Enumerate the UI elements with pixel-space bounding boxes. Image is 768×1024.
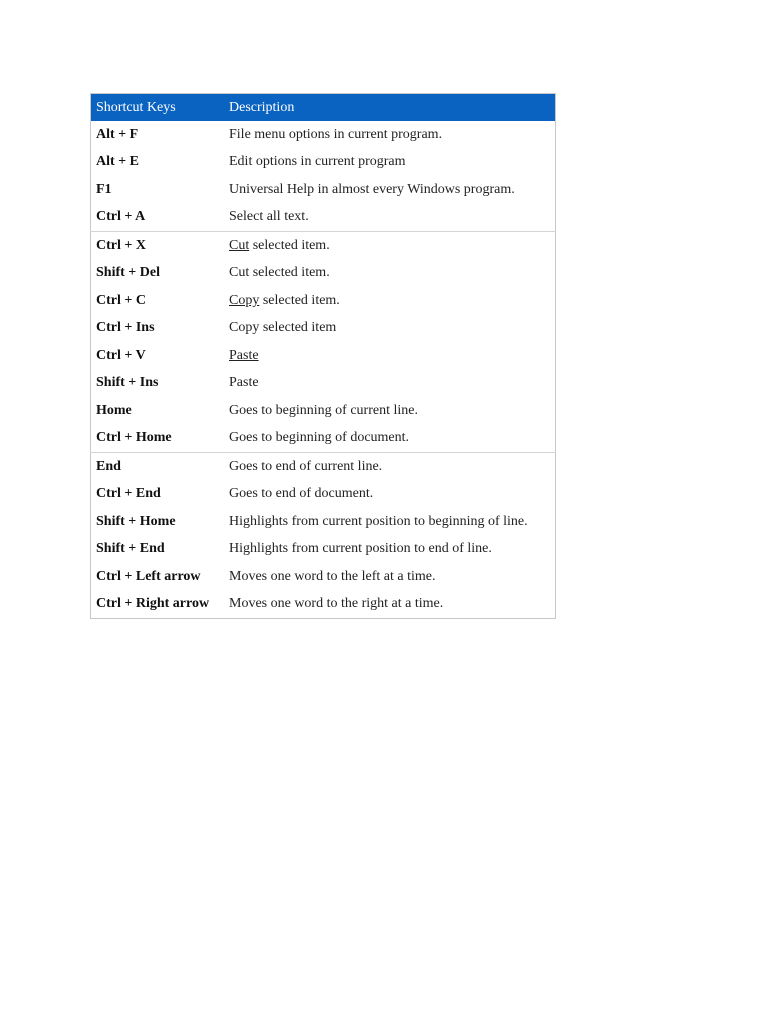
shortcut-key: Alt + E xyxy=(96,154,139,170)
table-row xyxy=(91,425,556,453)
shortcut-description xyxy=(224,287,556,315)
description-text: Paste xyxy=(229,375,259,391)
shortcut-description xyxy=(224,508,556,536)
shortcut-keys-table xyxy=(90,93,556,619)
shortcut-key: Ctrl + Home xyxy=(96,430,172,446)
table-row xyxy=(91,176,556,204)
shortcut-description xyxy=(224,204,556,232)
header-description: Description xyxy=(229,99,295,115)
shortcut-key: Ctrl + C xyxy=(96,292,146,308)
shortcut-key: Alt + F xyxy=(96,126,139,142)
table-row xyxy=(91,397,556,425)
table-row xyxy=(91,481,556,509)
table-row xyxy=(91,536,556,564)
shortcut-description xyxy=(224,232,556,260)
table-row xyxy=(91,370,556,398)
shortcut-description xyxy=(224,481,556,509)
shortcut-key: End xyxy=(91,453,225,481)
description-text: Goes to beginning of document. xyxy=(229,430,410,446)
table-row xyxy=(91,232,556,260)
shortcut-description xyxy=(224,342,556,370)
table-row xyxy=(91,149,556,177)
shortcut-description xyxy=(224,536,556,564)
shortcut-key: Shift + Del xyxy=(96,265,160,281)
description-text: Goes to end of document. xyxy=(229,486,374,502)
shortcut-description xyxy=(224,315,556,343)
shortcut-description xyxy=(224,149,556,177)
shortcut-description xyxy=(224,591,556,619)
shortcut-key: Shift + Ins xyxy=(96,375,159,391)
shortcut-key: Ctrl + X xyxy=(91,232,225,260)
shortcut-key: Ctrl + End xyxy=(96,486,161,502)
cut-link[interactable]: Cut xyxy=(229,237,250,253)
description-text: Moves one word to the left at a time. xyxy=(229,568,436,584)
description-text: Highlights from current position to end of line. xyxy=(229,541,492,557)
shortcut-description xyxy=(224,425,556,453)
shortcut-description xyxy=(224,453,556,481)
table-row xyxy=(91,508,556,536)
shortcut-key: Ctrl + A xyxy=(96,209,146,225)
description-text: selected item. xyxy=(249,237,330,253)
description-text: Copy selected item xyxy=(229,320,337,336)
paste-link[interactable]: Paste xyxy=(229,347,259,363)
description-text: Cut selected item. xyxy=(229,265,330,281)
copy-link[interactable]: Copy xyxy=(229,292,260,308)
shortcut-description xyxy=(224,563,556,591)
shortcut-key: Home xyxy=(96,402,132,418)
shortcut-description xyxy=(224,370,556,398)
shortcut-key: F1 xyxy=(96,181,112,197)
table-row xyxy=(91,563,556,591)
table-row xyxy=(91,342,556,370)
description-text: Moves one word to the right at a time. xyxy=(229,596,444,612)
table-row xyxy=(91,453,556,481)
table-row xyxy=(91,121,556,149)
description-text: File menu options in current program. xyxy=(229,126,443,142)
description-text: Goes to beginning of current line. xyxy=(229,402,418,418)
shortcut-key: Shift + Home xyxy=(96,513,176,529)
shortcut-description xyxy=(224,121,556,149)
shortcut-key: Ctrl + V xyxy=(96,347,146,363)
description-text: Select all text. xyxy=(229,209,309,225)
table-row xyxy=(91,204,556,232)
header-shortcut-keys: Shortcut Keys xyxy=(96,99,176,115)
table-row xyxy=(91,315,556,343)
shortcut-key: Ctrl + Left arrow xyxy=(96,568,201,584)
description-text: Edit options in current program xyxy=(229,154,406,170)
description-text: Universal Help in almost every Windows program. xyxy=(229,181,515,197)
table-row xyxy=(91,260,556,288)
shortcut-description xyxy=(224,176,556,204)
description-text: Highlights from current position to beginning of line. xyxy=(229,513,528,529)
table-body xyxy=(91,121,556,619)
shortcut-key: Ctrl + Ins xyxy=(96,320,155,336)
shortcut-key: Shift + End xyxy=(96,541,165,557)
table-row xyxy=(91,287,556,315)
shortcut-description xyxy=(224,260,556,288)
table-row xyxy=(91,591,556,619)
table-header xyxy=(91,94,556,122)
header-row xyxy=(91,94,556,122)
shortcut-key: Ctrl + Right arrow xyxy=(96,596,210,612)
description-text: selected item. xyxy=(259,292,340,308)
description-text: Goes to end of current line. xyxy=(229,458,383,474)
shortcut-description xyxy=(224,397,556,425)
